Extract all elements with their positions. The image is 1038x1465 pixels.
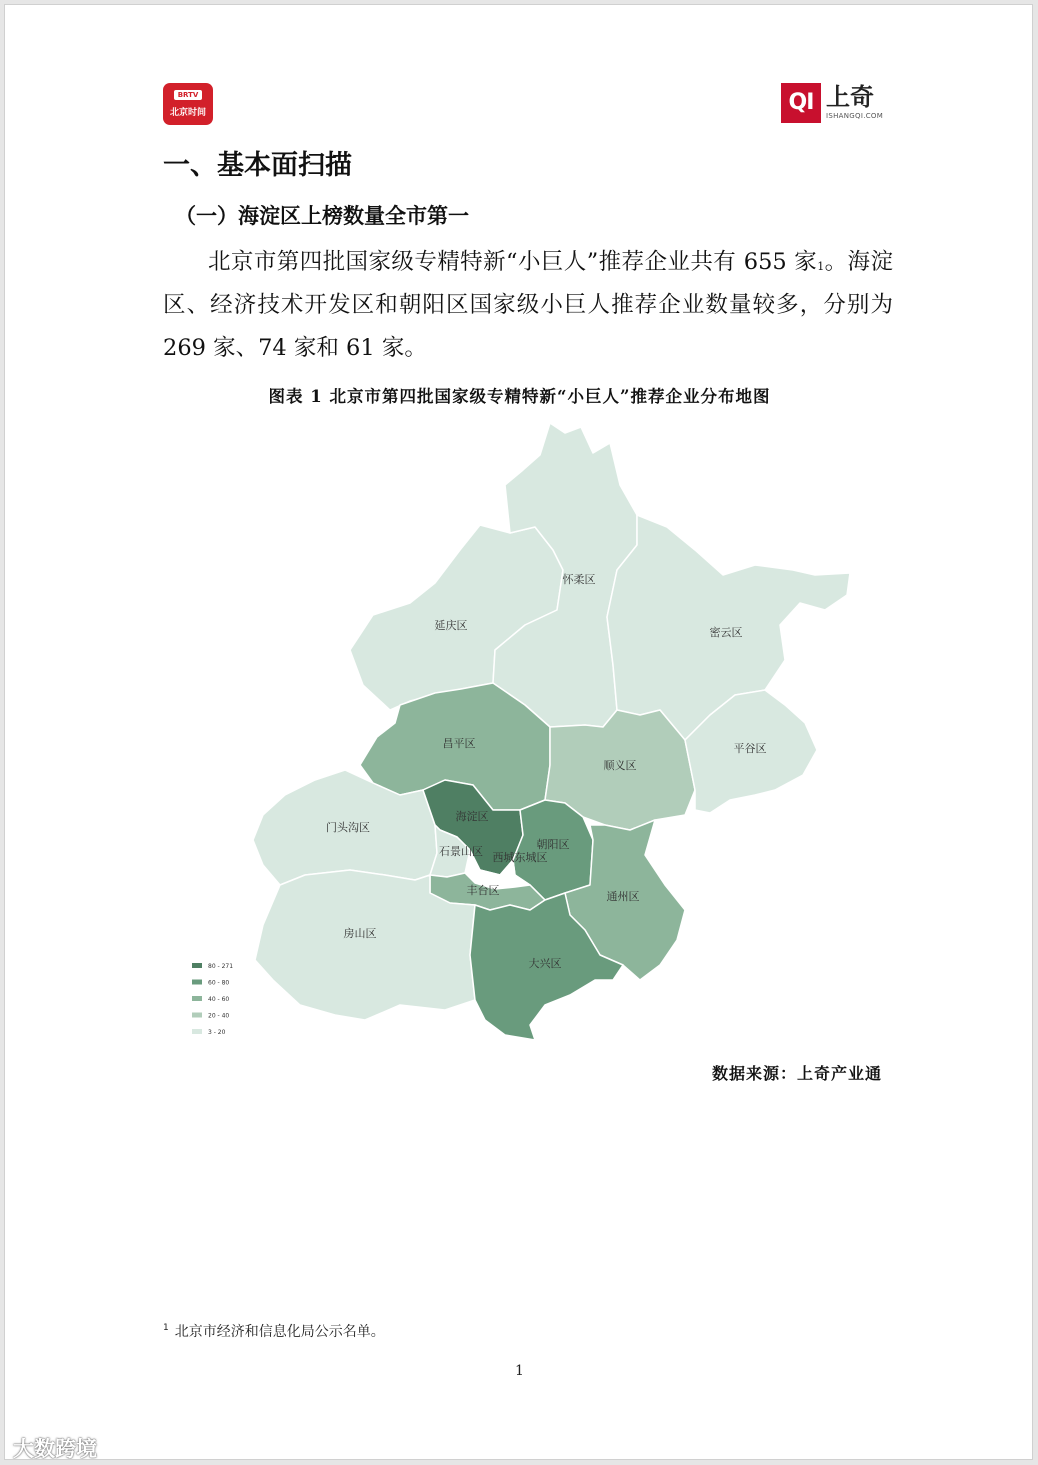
beijing-district-map [5, 5, 1033, 1065]
brtv-logo-text: 北京时间 [169, 108, 206, 118]
footnote-reference[interactable]: 1 [817, 260, 825, 273]
label-xicheng-dongcheng: 西城东城区 [492, 851, 548, 864]
paragraph-text-1: 北京市第四批国家级专精特新“小巨人”推荐企业共有 655 家 [208, 249, 818, 275]
footnote [163, 1321, 385, 1341]
label-tongzhou: 通州区 [606, 890, 640, 903]
subsection-heading: （一）海淀区上榜数量全市第一 [175, 203, 469, 228]
watermark: 大数跨境 [13, 1437, 97, 1460]
label-haidian: 海淀区 [455, 810, 489, 823]
shangqi-domain: ISHANGQI.COM [826, 112, 884, 120]
page-number: 1 [515, 1363, 524, 1379]
data-source: 数据来源：上奇产业通 [711, 1064, 882, 1083]
legend-swatch [192, 1013, 202, 1018]
legend-swatch [192, 1029, 202, 1034]
label-miyun: 密云区 [709, 626, 743, 639]
label-pinggu: 平谷区 [733, 742, 767, 755]
legend-label: 3 - 20 [208, 1029, 226, 1036]
label-yanqing: 延庆区 [434, 619, 468, 632]
paragraph-text-2: 。海淀区、经济技术开发区和朝阳区国家级小巨人推荐企业数量较多，分别为 269 家、74 家和 61 家。 [163, 249, 893, 361]
shangqi-brand: 上奇 [826, 83, 874, 111]
label-changping: 昌平区 [442, 737, 476, 750]
label-shijingshan: 石景山区 [439, 845, 483, 858]
legend-swatch [192, 980, 202, 985]
legend-swatch [192, 963, 202, 968]
shangqi-mark: QI [781, 83, 821, 123]
label-huairou: 怀柔区 [562, 573, 596, 586]
label-fengtai: 丰台区 [466, 884, 500, 897]
legend-label: 40 - 60 [208, 996, 230, 1003]
label-daxing: 大兴区 [528, 957, 562, 970]
brtv-badge: BRTV [174, 90, 202, 100]
label-fangshan: 房山区 [343, 927, 377, 940]
label-mentougou: 门头沟区 [326, 821, 370, 834]
footnote-text: 北京市经济和信息化局公示名单。 [174, 1324, 385, 1340]
map-legend [192, 963, 233, 1036]
legend-label: 60 - 80 [208, 979, 230, 987]
footnote-mark: 1 [163, 1323, 169, 1334]
label-chaoyang: 朝阳区 [536, 838, 570, 851]
label-shunyi: 顺义区 [603, 759, 637, 772]
document-page [4, 4, 1033, 1460]
section-heading: 一、基本面扫描 [163, 150, 352, 181]
legend-label: 80 - 271 [208, 963, 234, 970]
legend-label: 20 - 40 [208, 1012, 230, 1020]
legend-swatch [192, 996, 202, 1001]
figure-caption: 图表 1 北京市第四批国家级专精特新“小巨人”推荐企业分布地图 [268, 387, 771, 406]
